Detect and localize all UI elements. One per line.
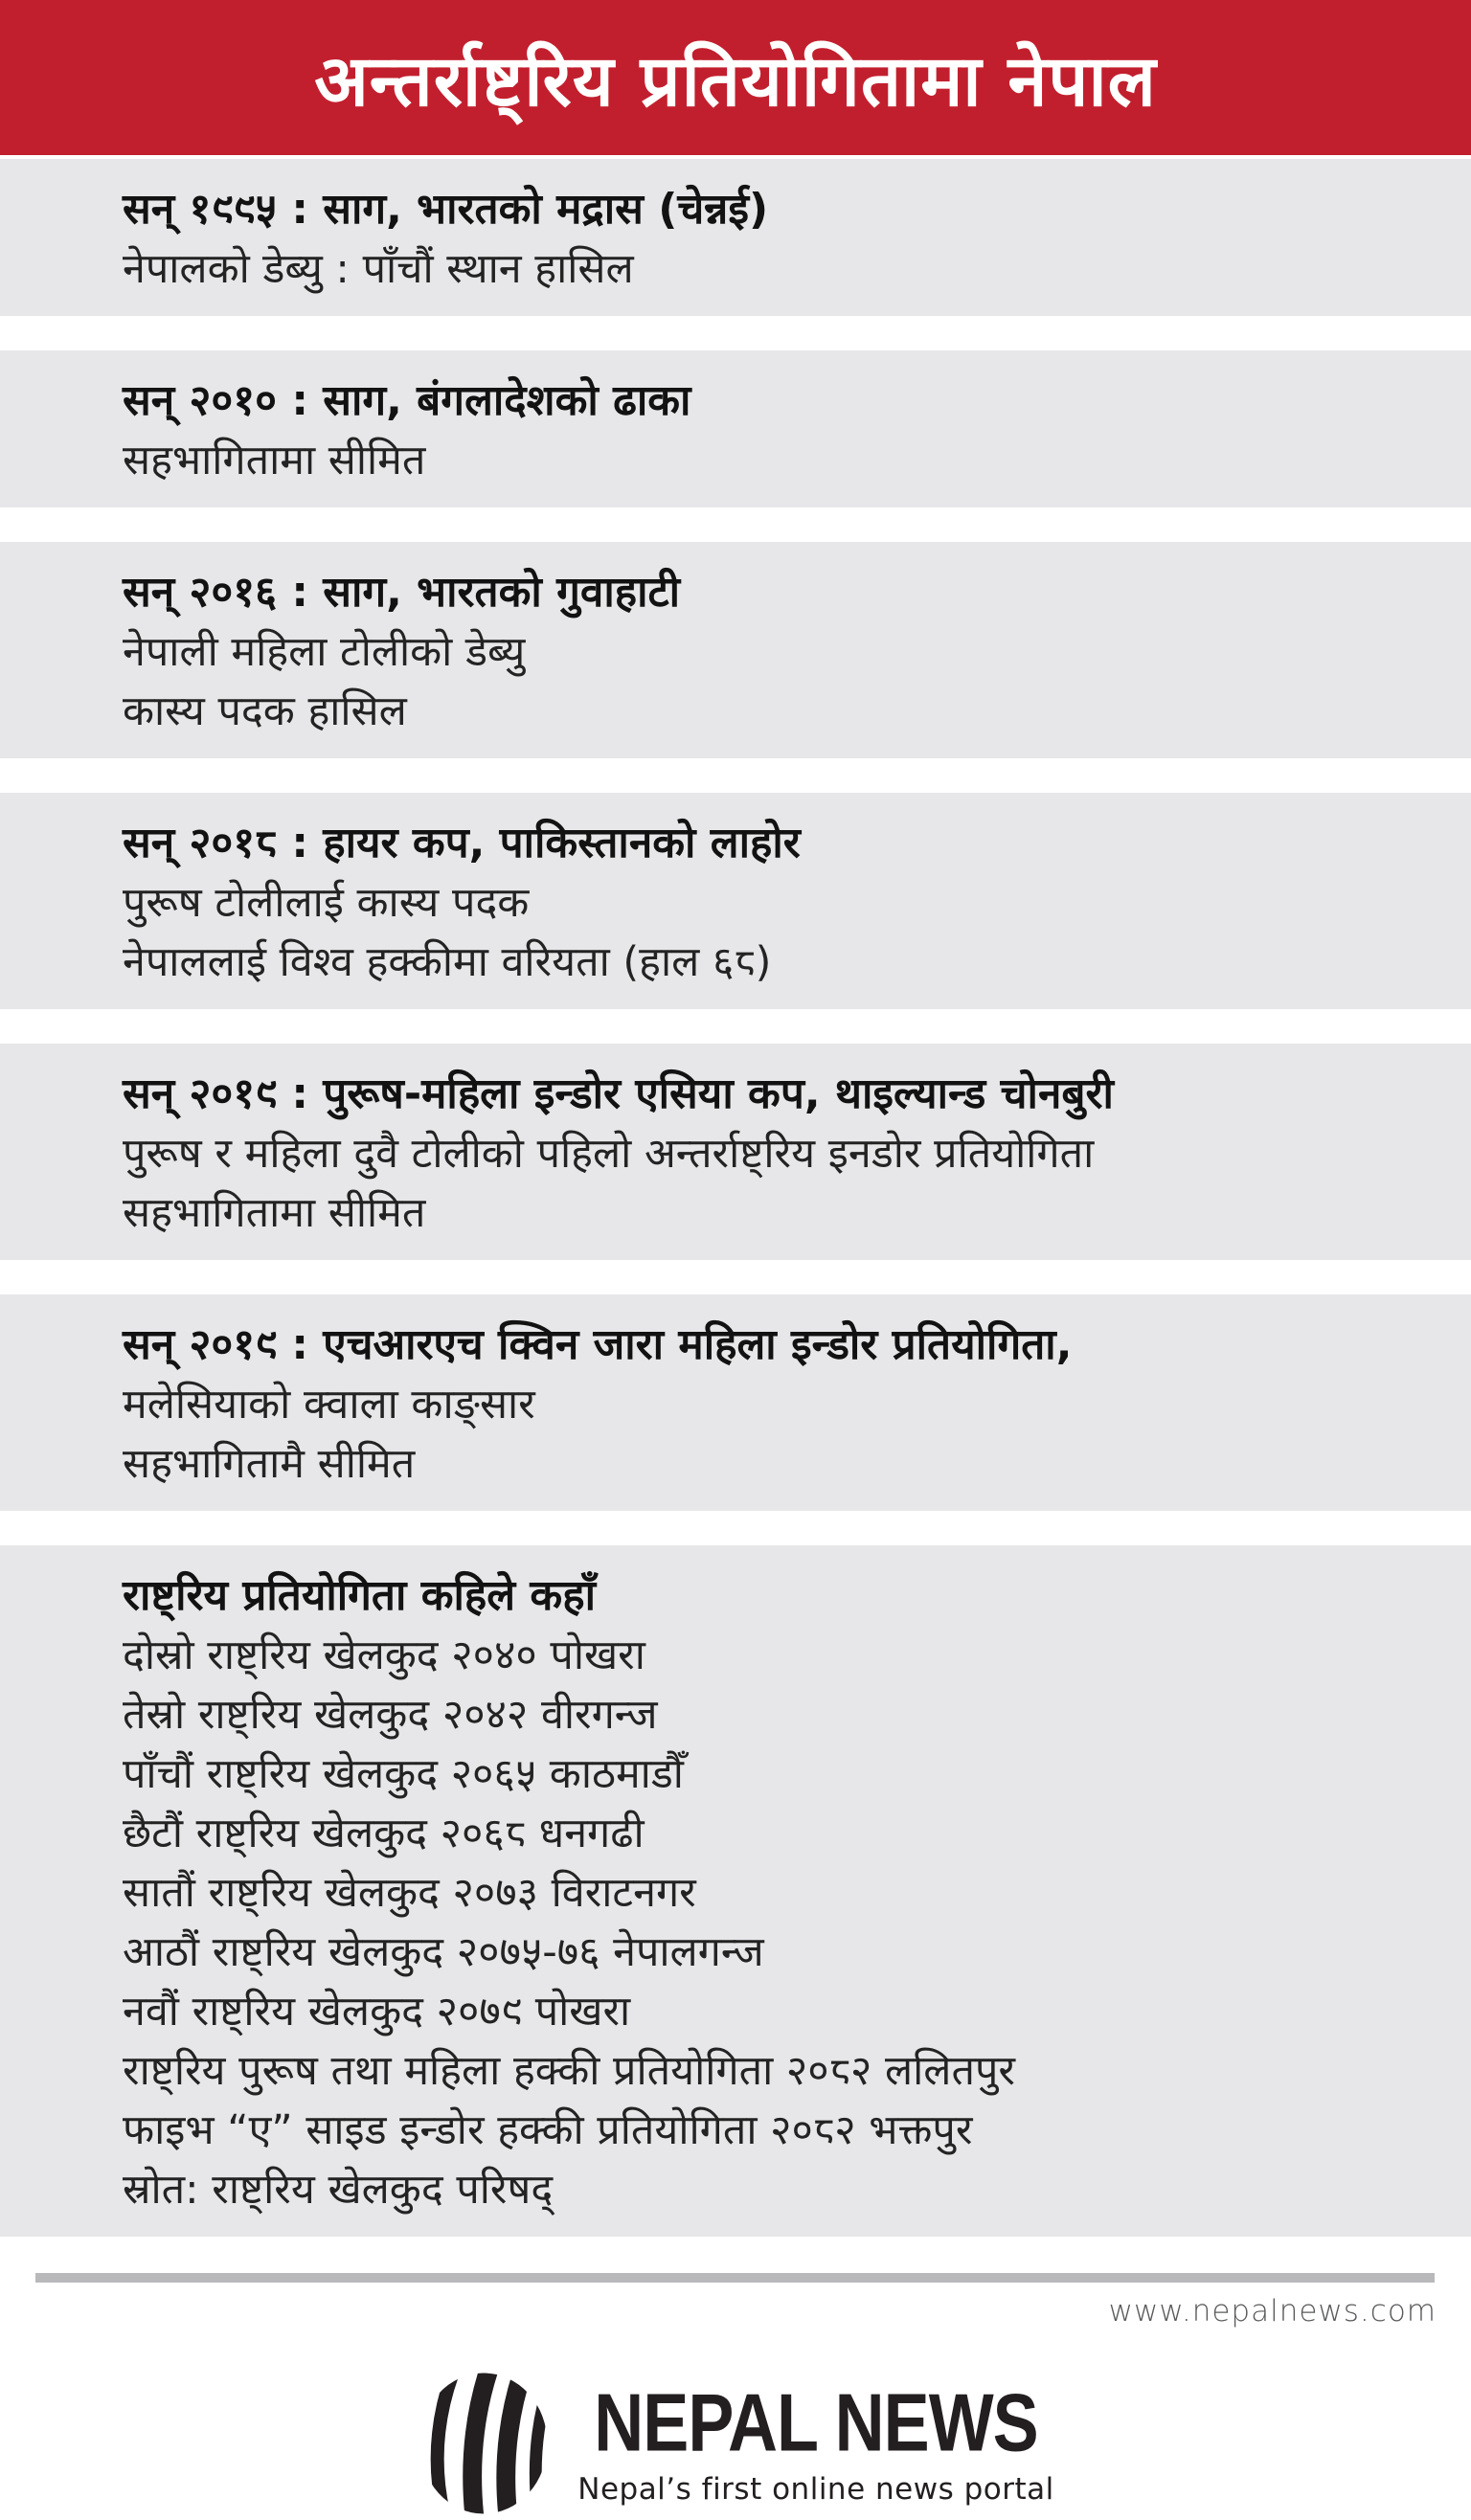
timeline-section-1995 <box>0 159 1471 316</box>
section-line: सहभागितामा सीमित <box>123 437 426 484</box>
section-heading: सन् २०१० : साग, बंगलादेशको ढाका <box>123 376 691 425</box>
section-line: सहभागितामै सीमित <box>123 1440 416 1488</box>
section-line: दोस्रो राष्ट्रिय खेलकुद २०४० पोखरा <box>123 1631 645 1679</box>
timeline-section-2016 <box>0 542 1471 758</box>
timeline-section-2018 <box>0 793 1471 1009</box>
infographic-header <box>0 0 1471 155</box>
timeline-section-2019-quin-jara <box>0 1294 1471 1511</box>
section-line: राष्ट्रिय पुरूष तथा महिला हक्की प्रतियोगिता २०८२ ललितपुर <box>123 2047 1015 2095</box>
nepal-news-monogram-icon <box>417 2371 551 2520</box>
brand-tagline: Nepal’s first online news portal <box>577 2472 1054 2507</box>
national-competitions-section <box>0 1545 1471 2237</box>
nepal-news-logo <box>0 2371 1471 2520</box>
section-line: छैटौं राष्ट्रिय खेलकुद २०६८ धनगढी <box>123 1810 645 1857</box>
section-line: मलेसियाको क्वाला काङ्सार <box>123 1381 535 1429</box>
section-heading: सन् २०१९ : एचआरएच क्विन जारा महिला इन्डोर प्रतियोगिता, <box>123 1320 1073 1369</box>
section-line: फाइभ “ए” साइड इन्डोर हक्की प्रतियोगिता २०८२ भक्तपुर <box>123 2106 973 2154</box>
section-line: नेपाललाई विश्व हक्कीमा वरियता (हाल ६८) <box>123 938 772 986</box>
section-heading: सन् २०१८ : हायर कप, पाकिस्तानको लाहोर <box>123 819 801 867</box>
section-line: नेपालको डेब्यु : पाँचौं स्थान हासिल <box>123 245 634 293</box>
section-line: कास्य पदक हासिल <box>123 687 407 735</box>
section-line: आठौं राष्ट्रिय खेलकुद २०७५-७६ नेपालगन्ज <box>123 1928 764 1976</box>
section-heading: सन् १९९५ : साग, भारतको मद्रास (चेन्नई) <box>123 185 769 234</box>
section-heading: सन् २०१९ : पुरूष-महिला इन्डोर एसिया कप, थाइल्यान्ड चोनबुरी <box>123 1069 1114 1118</box>
website-url: www.nepalnews.com <box>1108 2294 1437 2329</box>
section-line: पाँचौं राष्ट्रिय खेलकुद २०६५ काठमाडौँ <box>123 1750 684 1798</box>
page-title: अन्तर्राष्ट्रिय प्रतियोगितामा नेपाल <box>314 39 1157 123</box>
section-line: पुरूष र महिला दुवै टोलीको पहिलो अन्तर्राष्ट्रिय इनडोर प्रतियोगिता <box>123 1130 1095 1178</box>
timeline-blocks <box>0 159 1471 2237</box>
timeline-section-2019-asia-cup <box>0 1044 1471 1260</box>
section-line: सातौं राष्ट्रिय खेलकुद २०७३ विराटनगर <box>123 1869 696 1917</box>
timeline-section-2010 <box>0 350 1471 507</box>
footer-divider <box>35 2273 1435 2283</box>
section-line: नेपाली महिला टोलीको डेब्यु <box>123 628 526 676</box>
section-heading: सन् २०१६ : साग, भारतको गुवाहाटी <box>123 568 681 617</box>
source-line: स्रोत: राष्ट्रिय खेलकुद परिषद् <box>123 2166 554 2214</box>
section-line: तेस्रो राष्ट्रिय खेलकुद २०४२ वीरगन्ज <box>123 1691 658 1739</box>
section-line: सहभागितामा सीमित <box>123 1189 426 1237</box>
brand-name: NEPAL NEWS <box>594 2377 1038 2469</box>
section-heading: राष्ट्रिय प्रतियोगिता कहिले कहाँ <box>123 1571 596 1620</box>
section-line: पुरूष टोलीलाई कास्य पदक <box>123 879 530 927</box>
section-line: नवौं राष्ट्रिय खेलकुद २०७९ पोखरा <box>123 1988 631 2036</box>
logo-text-group <box>577 2377 1054 2507</box>
infographic-footer <box>0 2273 1471 2520</box>
